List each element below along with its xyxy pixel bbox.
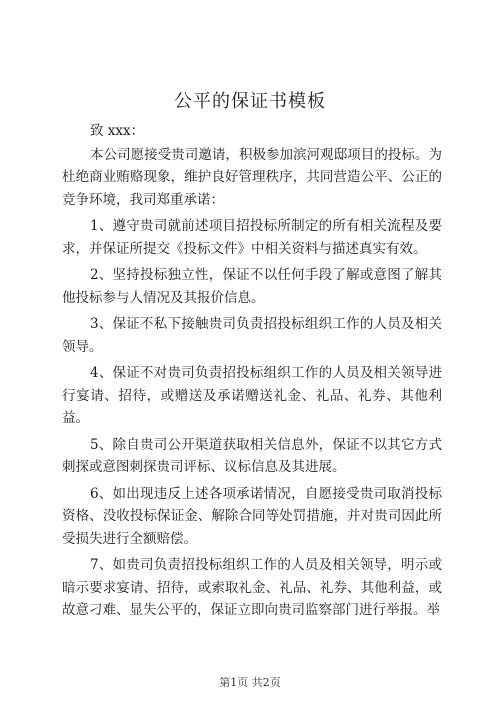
document-title: 公平的保证书模板 — [174, 91, 326, 112]
intro-paragraph: 本公司愿接受贵司邀请，积极参加滨河观邸项目的投标。为杜绝商业贿赂现象，维护良好管理秩序，共同营造公平、公正的竞争环境，我司郑重承诺： — [62, 146, 442, 208]
salutation: 致 xxx： — [90, 123, 145, 139]
commitment-6: 6、如出现违反上述各项承诺情况，自愿接受贵司取消投标资格、没收投标保证金、解除合同等处罚措施，并对贵司因此所受损失进行全额赔偿。 — [62, 485, 442, 547]
commitment-1: 1、遵守贵司就前述项目招投标所制定的所有相关流程及要求，并保证所提交《投标文件》中相关资料与描述真实有效。 — [62, 218, 442, 257]
commitment-7: 7、如贵司负责招投标组织工作的人员及相关领导，明示或暗示要求宴请、招待，或索取礼金、礼品、礼券、其他利益，或故意刁难、显失公平的，保证立即向贵司监察部门进行举报。举 — [62, 557, 442, 618]
commitment-4: 4、保证不对贵司负责招投标组织工作的人员及相关领导进行宴请、招待，或赠送及承诺赠送礼金、礼品、礼券、其他利益。 — [62, 365, 442, 426]
commitment-2: 2、坚持投标独立性，保证不以任何手段了解或意图了解其他投标参与人情况及其报价信息。 — [62, 267, 442, 306]
document-body — [62, 120, 442, 626]
page-footer: 第1页 共2页 — [219, 676, 281, 689]
commitment-5: 5、除自贵司公开渠道获取相关信息外，保证不以其它方式刺探或意图刺探贵司评标、议标信息及其进展。 — [62, 436, 442, 475]
commitment-3: 3、保证不私下接触贵司负责招投标组织工作的人员及相关领导。 — [62, 316, 442, 355]
